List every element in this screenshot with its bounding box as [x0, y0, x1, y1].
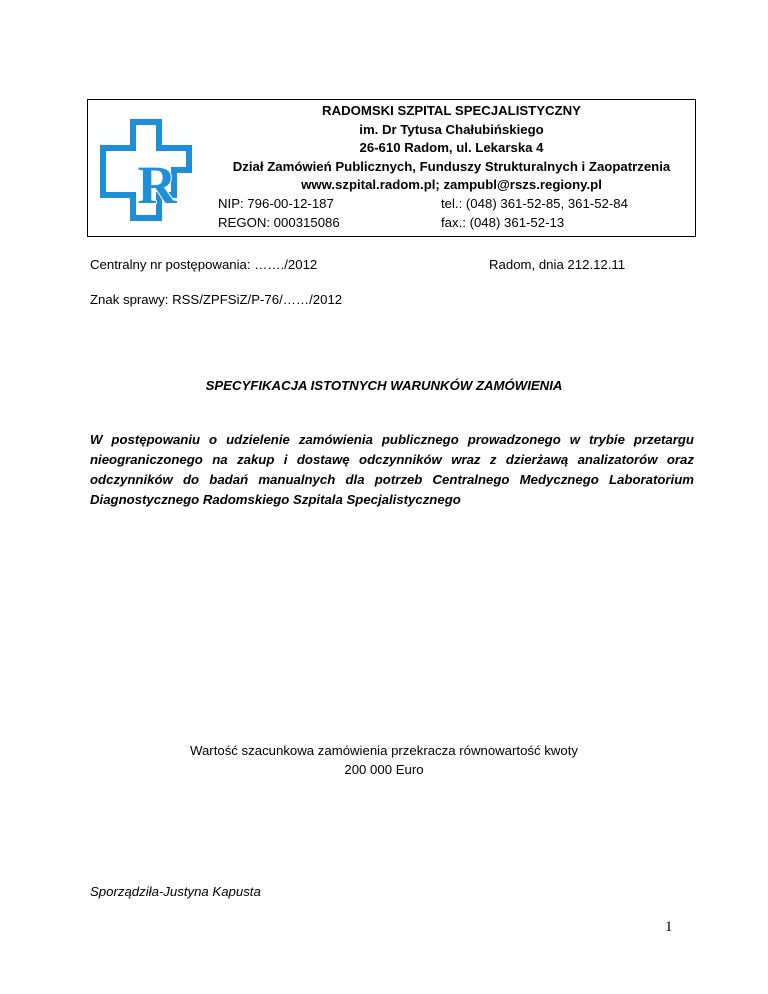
page-number: 1 [665, 919, 673, 935]
letterhead-box [87, 99, 696, 237]
institution-info [218, 102, 685, 195]
prepared-by: Sporządziła-Justyna Kapusta [90, 884, 261, 899]
procedure-description: W postępowaniu o udzielenie zamówienia publicznego prowadzonego w trybie przetargu nieograniczonego na zakup i dostawę odczynników wraz z dzierżawą analizatorów oraz odczynników do badań manualnych dla potrzeb Centralnego Medycznego Laboratorium Diagnostycznego Radomskiego Szpitala Specjalistycznego [90, 432, 694, 507]
department-name: Dział Zamówień Publicznych, Funduszy Strukturalnych i Zaopatrzenia [232, 158, 671, 174]
estimated-value-text: Wartość szacunkowa zamówienia przekracza równowartość kwoty [190, 743, 578, 758]
place-and-date: Radom, dnia 212.12.11 [489, 257, 626, 272]
contact-web-email: www.szpital.radom.pl; zampubl@rszs.regiony.pl [301, 177, 602, 193]
case-reference: Znak sprawy: RSS/ZPFSiZ/P-76/……/2012 [90, 292, 343, 307]
document-title: SPECYFIKACJA ISTOTNYCH WARUNKÓW ZAMÓWIENIA [205, 378, 563, 393]
institution-name: RADOMSKI SZPITAL SPECJALISTYCZNY [322, 103, 581, 118]
estimated-value-statement [0, 741, 768, 779]
regon-number: REGON: 000315086 [218, 215, 340, 230]
estimated-value-amount: 200 000 Euro [344, 762, 424, 777]
fax-number: fax.: (048) 361-52-13 [441, 215, 565, 230]
nip-number: NIP: 796-00-12-187 [218, 196, 334, 211]
hospital-cross-logo [92, 115, 202, 225]
institution-address: 26-610 Radom, ul. Lekarska 4 [359, 140, 544, 156]
central-procedure-number: Centralny nr postępowania: ……./2012 [90, 257, 318, 272]
telephone-numbers: tel.: (048) 361-52-85, 361-52-84 [441, 196, 628, 211]
logo-letter: R [137, 155, 177, 215]
institution-patron: im. Dr Tytusa Chałubińskiego [359, 121, 544, 137]
